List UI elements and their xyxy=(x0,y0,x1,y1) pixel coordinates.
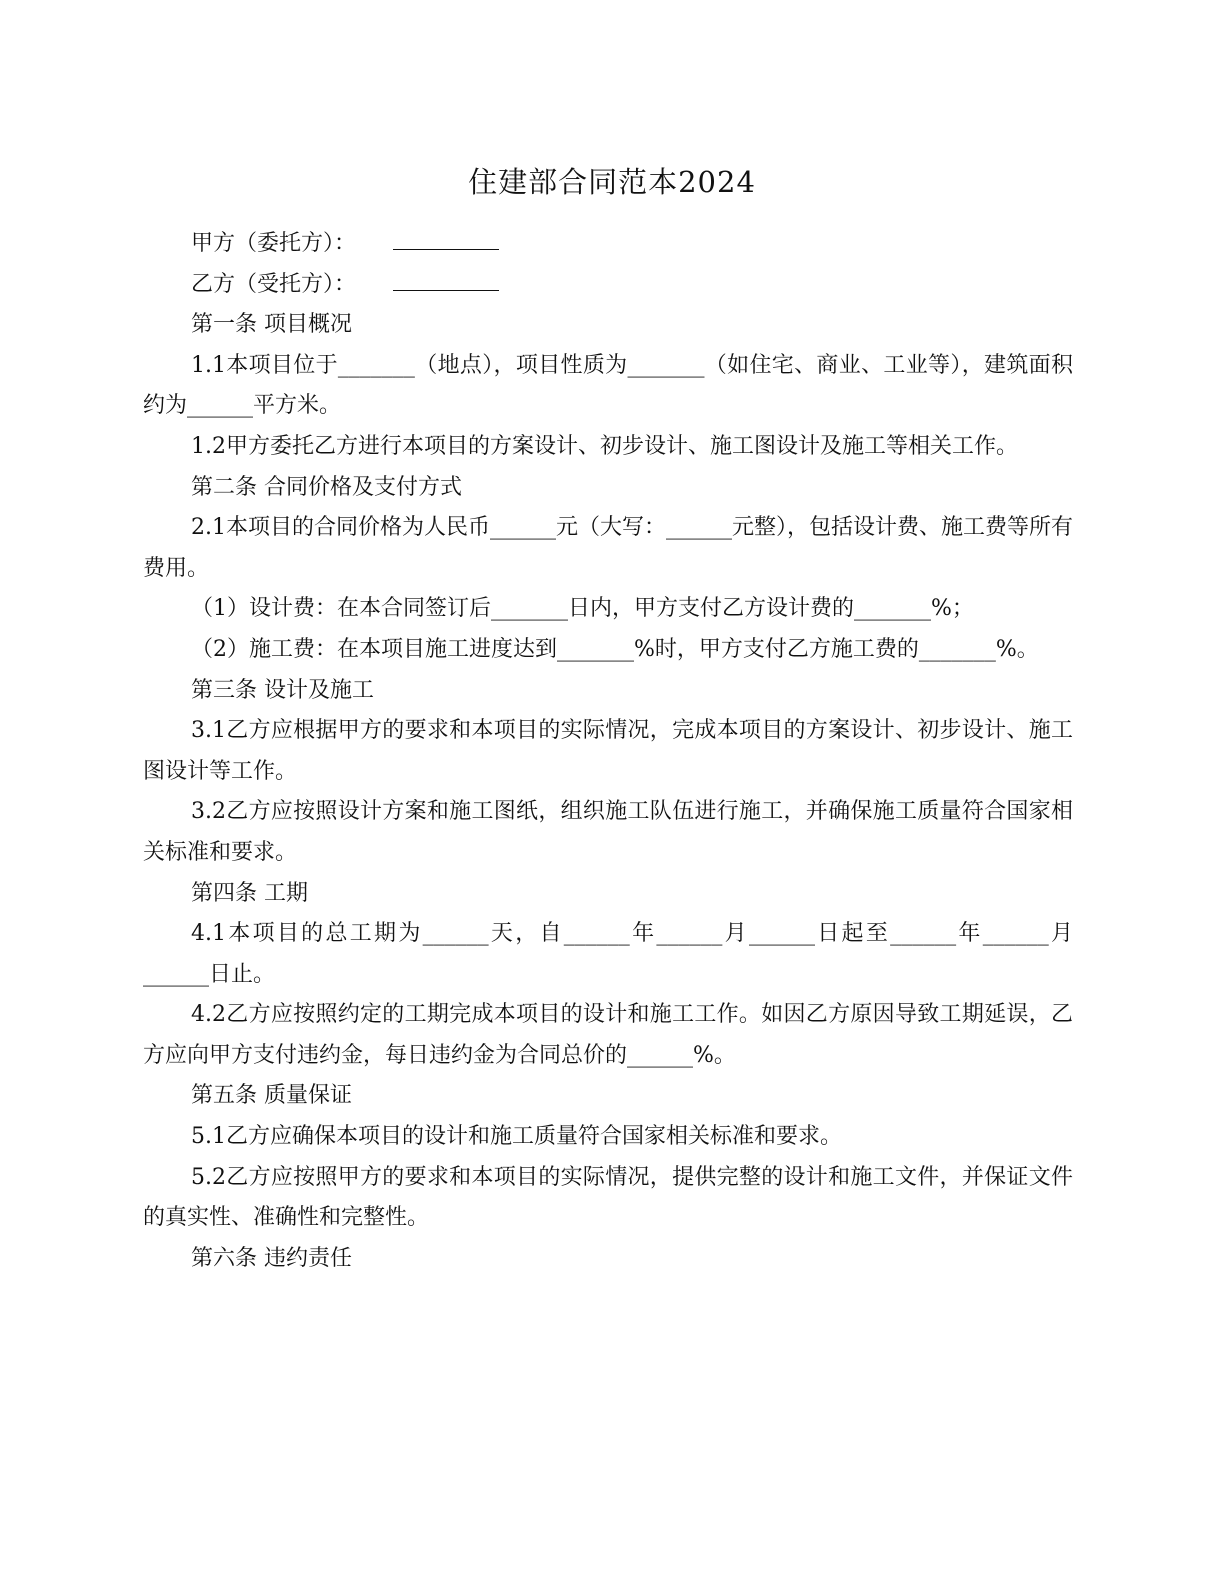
clause-4-1: 4.1本项目的总工期为______天，自______年______月______日起至______年______月______日止。 xyxy=(143,921,1073,987)
clause-1-1: 1.1本项目位于_______（地点），项目性质为_______（如住宅、商业、工业等），建筑面积约为______平方米。 xyxy=(143,352,1073,419)
document-title: 住建部合同范本2024 xyxy=(468,165,756,199)
party-a-blank xyxy=(393,225,499,250)
party-a-line xyxy=(143,224,1073,265)
article-6-heading: 第六条 违约责任 xyxy=(191,1245,352,1271)
clause-5-2: 5.2乙方应按照甲方的要求和本项目的实际情况，提供完整的设计和施工文件，并保证文件的真实性、准确性和完整性。 xyxy=(143,1164,1073,1231)
article-5-heading: 第五条 质量保证 xyxy=(191,1083,352,1109)
party-b-blank xyxy=(393,266,499,291)
party-b-label: 乙方（受托方）： xyxy=(191,271,357,297)
clause-5-1: 5.1乙方应确保本项目的设计和施工质量符合国家相关标准和要求。 xyxy=(191,1124,842,1150)
clause-2-1: 2.1本项目的合同价格为人民币______元（大写：______元整），包括设计费、施工费等所有费用。 xyxy=(143,515,1073,581)
clause-3-1: 3.1乙方应根据甲方的要求和本项目的实际情况，完成本项目的方案设计、初步设计、施工图设计等工作。 xyxy=(143,718,1073,784)
clause-1-2: 1.2甲方委托乙方进行本项目的方案设计、初步设计、施工图设计及施工等相关工作。 xyxy=(191,433,1018,459)
party-b-line xyxy=(143,265,1073,306)
article-4-heading: 第四条 工期 xyxy=(191,880,308,906)
article-3-heading: 第三条 设计及施工 xyxy=(191,677,374,703)
clause-4-2: 4.2乙方应按照约定的工期完成本项目的设计和施工工作。如因乙方原因导致工期延误，乙方应向甲方支付违约金，每日违约金为合同总价的______%。 xyxy=(143,1002,1073,1068)
clause-2-1-design-fee: （1）设计费：在本合同签订后_______日内，甲方支付乙方设计费的_______%； xyxy=(191,596,974,622)
document-body xyxy=(143,224,1073,1279)
article-1-heading: 第一条 项目概况 xyxy=(191,312,352,338)
clause-3-2: 3.2乙方应按照设计方案和施工图纸，组织施工队伍进行施工，并确保施工质量符合国家相关标准和要求。 xyxy=(143,799,1073,865)
clause-2-1-construction-fee: （2）施工费：在本项目施工进度达到_______%时，甲方支付乙方施工费的_______%。 xyxy=(191,636,1039,662)
party-a-label: 甲方（委托方）： xyxy=(191,231,357,256)
article-2-heading: 第二条 合同价格及支付方式 xyxy=(191,474,462,500)
